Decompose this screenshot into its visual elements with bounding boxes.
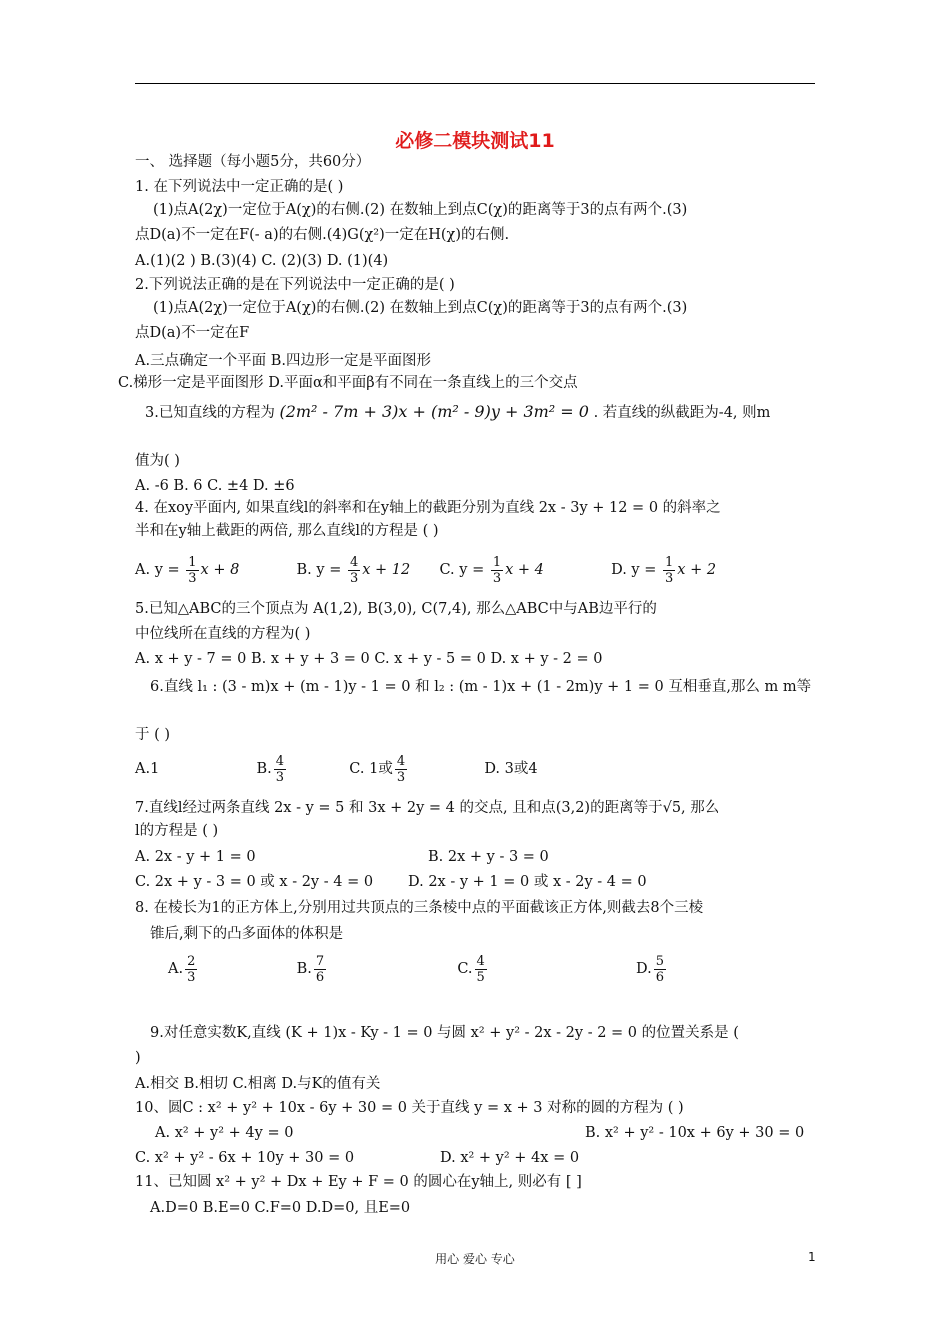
q3-equation: (2m² - 7m + 3)x + (m² - 9)y + 3m² = 0 (279, 402, 589, 421)
q7-option-b: B. 2x + y - 3 = 0 (428, 849, 549, 865)
q6-option-b: B. $\frac{4}{3}$ (256, 753, 285, 785)
q9-options: A.相交 B.相切 C.相离 D.与K的值有关 (135, 1076, 381, 1092)
page-number: 1 (808, 1250, 816, 1264)
q2-line1: (1)点A(2χ)一定位于A(χ)的右侧.(2) 在数轴上到点C(χ)的距离等于3的点有两个.(3) (153, 300, 688, 316)
q1-options: A.(1)(2 ) B.(3)(4) C. (2)(3) D. (1)(4) (135, 253, 389, 269)
page-footer: 用心 爱心 专心 (435, 1252, 515, 1266)
q8-option-b: B. $\frac{7}{6}$ (296, 953, 325, 985)
q6-option-a: A.1 (135, 761, 160, 777)
section-heading: 一、 选择题（每小题5分，共60分） (135, 154, 371, 170)
header-rule (135, 83, 815, 84)
q10-option-c: C. x² + y² - 6x + 10y + 30 = 0 (135, 1150, 355, 1166)
q8-option-a: A. $\frac{2}{3}$ (168, 953, 196, 985)
q5-line1: 5.已知△ABC的三个顶点为 A(1,2), B(3,0), C(7,4), 那么△ABC中与AB边平行的 (135, 601, 657, 617)
q6-option-d: D. 3或4 (484, 761, 538, 777)
q6-line2: 于 ( ) (135, 727, 171, 743)
q3-options: A. -6 B. 6 C. ±4 D. ±6 (135, 478, 295, 494)
q10-option-b: B. x² + y² - 10x + 6y + 30 = 0 (585, 1125, 805, 1141)
q4-line2: 半和在y轴上截距的两倍, 那么直线l的方程是 ( ) (135, 523, 439, 539)
q11-options: A.D=0 B.E=0 C.F=0 D.D=0, 且E=0 (150, 1200, 411, 1216)
q1-line2: 点D(a)不一定在F(- a)的右侧.(4)G(χ²)一定在H(χ)的右侧. (135, 227, 510, 243)
q4-option-d: D. y = $\frac{1}{3}$ x + 2 (611, 554, 717, 586)
q7-option-d: D. 2x - y + 1 = 0 或 x - 2y - 4 = 0 (408, 874, 647, 890)
q4-options (135, 553, 716, 587)
q7-line1: 7.直线l经过两条直线 2x - y = 5 和 3x + 2y = 4 的交点, 且和点(3,2)的距离等于√5, 那么 (135, 800, 720, 816)
q7-option-a: A. 2x - y + 1 = 0 (135, 849, 256, 865)
q5-line2: 中位线所在直线的方程为( ) (135, 626, 311, 642)
q1-line1: (1)点A(2χ)一定位于A(χ)的右侧.(2) 在数轴上到点C(χ)的距离等于3的点有两个.(3) (153, 202, 688, 218)
q3-pre: 3.已知直线的方程为 (145, 405, 275, 421)
q10-option-a: A. x² + y² + 4y = 0 (155, 1125, 294, 1141)
q7-line2: l的方程是 ( ) (135, 823, 219, 839)
q2-stem: 2.下列说法正确的是在下列说法中一定正确的是( ) (135, 277, 455, 293)
q8-options (168, 952, 668, 986)
page-title: 必修二模块测试11 (395, 130, 555, 152)
q1-stem: 1. 在下列说法中一定正确的是( ) (135, 179, 344, 195)
q3-line2: 值为( ) (135, 453, 180, 469)
q8-line1: 8. 在棱长为1的正方体上,分别用过共顶点的三条棱中点的平面截该正方体,则截去8个三棱 (135, 900, 704, 916)
q4-option-c: C. y = $\frac{1}{3}$ x + 4 (439, 554, 544, 586)
q3-post: . 若直线的纵截距为-4, 则m (593, 405, 771, 421)
q2-options-cd: C.梯形一定是平面图形 D.平面α和平面β有不同在一条直线上的三个交点 (118, 375, 578, 391)
q6-line1: 6.直线 l₁ : (3 - m)x + (m - 1)y - 1 = 0 和 l₂ : (m - 1)x + (1 - 2m)y + 1 = 0 互相垂直,那么 m m等 (150, 679, 812, 695)
q9-line2: ) (135, 1050, 141, 1066)
q3-line1 (145, 403, 770, 422)
q2-options-ab: A.三点确定一个平面 B.四边形一定是平面图形 (135, 353, 431, 369)
q7-option-c: C. 2x + y - 3 = 0 或 x - 2y - 4 = 0 (135, 874, 374, 890)
q8-line2: 锥后,剩下的凸多面体的体积是 (150, 926, 344, 942)
q10-line1: 10、圆C : x² + y² + 10x - 6y + 30 = 0 关于直线 y = x + 3 对称的圆的方程为 ( ) (135, 1100, 684, 1116)
q4-option-b: B. y = $\frac{4}{3}$ x + 12 (296, 554, 411, 586)
q4-line1: 4. 在xoy平面内, 如果直线l的斜率和在y轴上的截距分别为直线 2x - 3y + 12 = 0 的斜率之 (135, 500, 721, 516)
q2-line2: 点D(a)不一定在F (135, 325, 250, 341)
q8-option-d: D. $\frac{5}{6}$ (636, 953, 665, 985)
q6-options (135, 752, 538, 786)
q9-line1: 9.对任意实数K,直线 (K + 1)x - Ky - 1 = 0 与圆 x² + y² - 2x - 2y - 2 = 0 的位置关系是 ( (150, 1025, 739, 1041)
q11-line1: 11、已知圆 x² + y² + Dx + Ey + F = 0 的圆心在y轴上, 则必有 [ ] (135, 1174, 582, 1190)
q8-option-c: C. $\frac{4}{5}$ (457, 953, 485, 985)
q4-option-a: A. y = $\frac{1}{3}$ x + 8 (135, 554, 240, 586)
q6-option-c: C. 1或 $\frac{4}{3}$ (349, 753, 406, 785)
q10-option-d: D. x² + y² + 4x = 0 (440, 1150, 580, 1166)
q5-options: A. x + y - 7 = 0 B. x + y + 3 = 0 C. x + y - 5 = 0 D. x + y - 2 = 0 (135, 651, 603, 667)
